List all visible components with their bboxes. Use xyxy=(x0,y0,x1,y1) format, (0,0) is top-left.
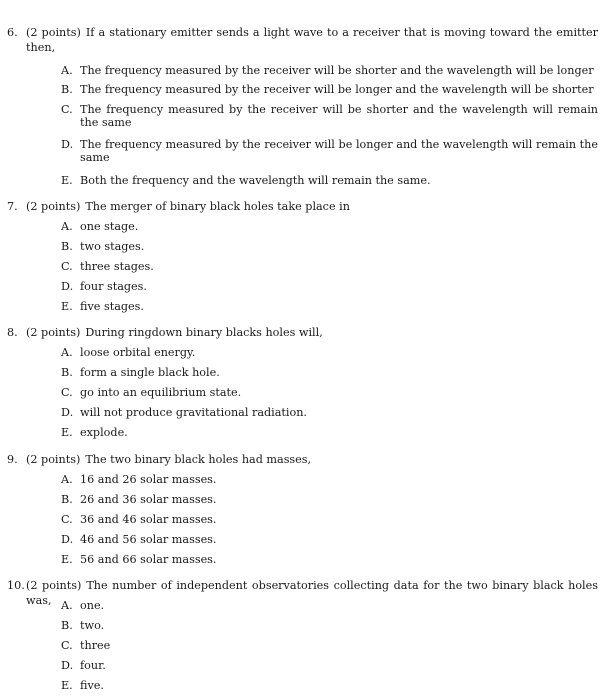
question-number: 8. xyxy=(7,326,18,339)
option-a xyxy=(0,220,616,233)
option-letter: C. xyxy=(61,513,73,526)
option-letter: D. xyxy=(61,406,74,419)
question-number: 9. xyxy=(7,453,18,466)
option-text: five. xyxy=(80,679,104,692)
option-b xyxy=(0,619,616,632)
option-letter: C. xyxy=(61,386,73,399)
option-text: 46 and 56 solar masses. xyxy=(80,533,217,546)
question-6-stem xyxy=(0,25,616,55)
question-prompt: If a stationary emitter sends a light wave to a receiver that is moving toward the emitter then, xyxy=(26,26,599,54)
option-text: form a single black hole. xyxy=(80,366,220,379)
option-text: The frequency measured by the receiver will be shorter and the wavelength will be longer xyxy=(80,64,594,77)
option-text: 26 and 36 solar masses. xyxy=(80,493,217,506)
option-e xyxy=(0,300,616,313)
option-letter: C. xyxy=(61,260,73,273)
option-a xyxy=(0,599,616,612)
option-text: three stages. xyxy=(80,260,154,273)
option-c xyxy=(0,513,616,526)
option-letter: B. xyxy=(61,83,73,96)
question-points: (2 points) xyxy=(26,453,81,466)
option-letter: B. xyxy=(61,619,73,632)
question-points: (2 points) xyxy=(26,26,81,39)
question-prompt: The number of independent observatories collecting data for the two binary black holes was, xyxy=(26,579,598,607)
option-text: will not produce gravitational radiation. xyxy=(80,406,307,419)
option-b xyxy=(0,493,616,506)
option-e xyxy=(0,679,616,692)
option-letter: A. xyxy=(61,346,73,359)
option-letter: A. xyxy=(61,220,73,233)
option-c xyxy=(0,103,616,129)
option-text: one stage. xyxy=(80,220,139,233)
option-text: five stages. xyxy=(80,300,144,313)
question-9 xyxy=(0,452,616,566)
question-number: 10. xyxy=(7,579,25,592)
option-text: The frequency measured by the receiver will be longer and the wavelength will remain the same xyxy=(80,138,598,164)
option-b xyxy=(0,366,616,379)
option-text: explode. xyxy=(80,426,128,439)
option-d xyxy=(0,138,616,164)
option-letter: E. xyxy=(61,553,73,566)
question-7-stem xyxy=(0,199,616,214)
question-number: 7. xyxy=(7,200,18,213)
option-letter: B. xyxy=(61,493,73,506)
question-9-stem xyxy=(0,452,616,467)
option-letter: A. xyxy=(61,64,73,77)
question-6 xyxy=(0,25,616,187)
option-text: go into an equilibrium state. xyxy=(80,386,242,399)
option-e xyxy=(0,426,616,439)
option-letter: B. xyxy=(61,240,73,253)
option-letter: E. xyxy=(61,679,73,692)
option-b xyxy=(0,83,616,96)
option-letter: A. xyxy=(61,599,73,612)
option-letter: C. xyxy=(61,103,73,116)
option-a xyxy=(0,64,616,77)
option-letter: D. xyxy=(61,533,74,546)
option-text: four stages. xyxy=(80,280,147,293)
option-d xyxy=(0,659,616,672)
question-8 xyxy=(0,325,616,439)
option-text: three xyxy=(80,639,111,652)
option-d xyxy=(0,280,616,293)
question-prompt: The merger of binary black holes take place in xyxy=(85,200,350,213)
option-text: The frequency measured by the receiver will be longer and the wavelength will be shorter xyxy=(80,83,594,96)
option-d xyxy=(0,533,616,546)
option-text: 56 and 66 solar masses. xyxy=(80,553,217,566)
option-letter: D. xyxy=(61,280,74,293)
question-8-stem xyxy=(0,325,616,340)
option-text: The frequency measured by the receiver will be shorter and the wavelength will remain the same xyxy=(80,103,598,129)
option-text: four. xyxy=(80,659,106,672)
question-7 xyxy=(0,199,616,313)
option-letter: C. xyxy=(61,639,73,652)
option-e xyxy=(0,174,616,187)
question-prompt: The two binary black holes had masses, xyxy=(85,453,312,466)
option-b xyxy=(0,240,616,253)
option-letter: D. xyxy=(61,138,74,151)
option-letter: E. xyxy=(61,300,73,313)
option-letter: A. xyxy=(61,473,73,486)
option-e xyxy=(0,553,616,566)
question-number: 6. xyxy=(7,26,18,39)
option-letter: E. xyxy=(61,174,73,187)
option-text: 36 and 46 solar masses. xyxy=(80,513,217,526)
option-letter: E. xyxy=(61,426,73,439)
option-text: two. xyxy=(80,619,105,632)
option-text: 16 and 26 solar masses. xyxy=(80,473,217,486)
option-text: one. xyxy=(80,599,105,612)
question-points: (2 points) xyxy=(26,326,81,339)
option-a xyxy=(0,473,616,486)
question-points: (2 points) xyxy=(26,579,82,592)
option-text: loose orbital energy. xyxy=(80,346,196,359)
option-c xyxy=(0,386,616,399)
option-text: Both the frequency and the wavelength will remain the same. xyxy=(80,174,431,187)
option-text: two stages. xyxy=(80,240,145,253)
question-points: (2 points) xyxy=(26,200,81,213)
question-10 xyxy=(0,578,616,692)
option-letter: B. xyxy=(61,366,73,379)
question-prompt: During ringdown binary blacks holes will, xyxy=(85,326,323,339)
option-d xyxy=(0,406,616,419)
option-a xyxy=(0,346,616,359)
option-letter: D. xyxy=(61,659,74,672)
option-c xyxy=(0,639,616,652)
option-c xyxy=(0,260,616,273)
